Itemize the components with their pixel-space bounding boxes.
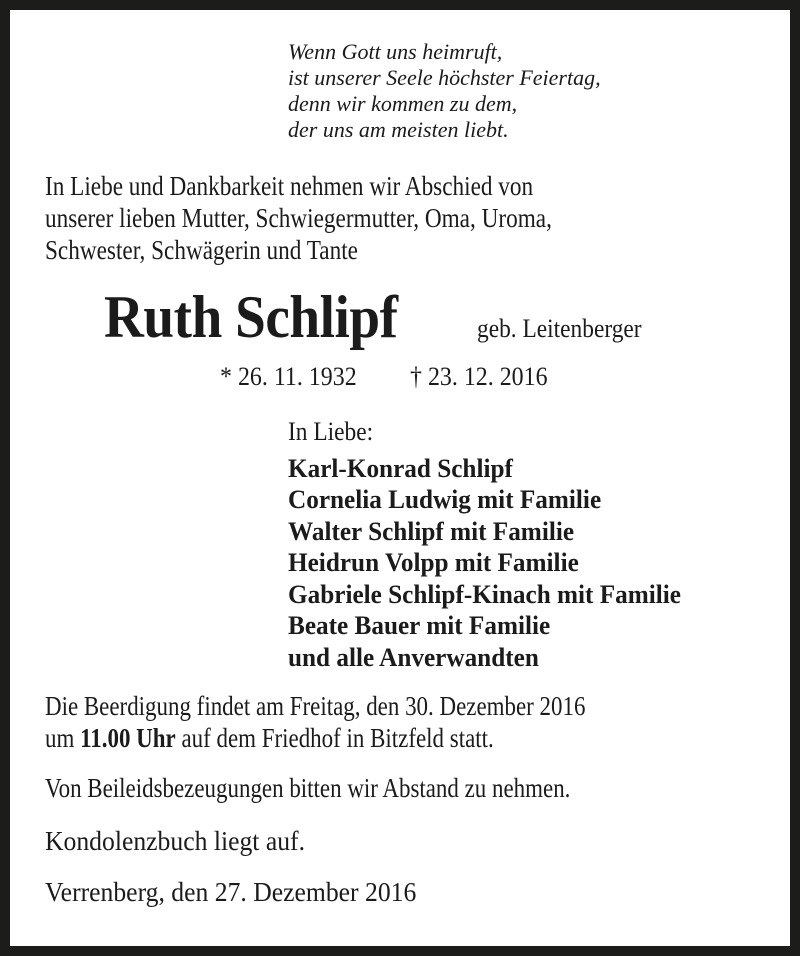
intro-line: Schwester, Schwägerin und Tante (45, 235, 358, 265)
mourner-name: Beate Bauer mit Familie (288, 611, 551, 640)
mourners-block (288, 416, 693, 673)
mourner-name: Heidrun Volpp mit Familie (288, 548, 579, 577)
death-date: † 23. 12. 2016 (410, 362, 548, 391)
mourner-name: Walter Schlipf mit Familie (288, 516, 575, 546)
funeral-time: 11.00 Uhr (80, 723, 176, 753)
deceased-name: Ruth Schlipf (104, 284, 398, 350)
funeral-prefix: um (45, 723, 81, 753)
funeral-line-2 (45, 722, 585, 754)
poem-line: der uns am meisten liebt. (288, 117, 509, 142)
poem (288, 39, 601, 143)
poem-line: Wenn Gott uns heimruft, (288, 39, 503, 64)
mourner-name: und alle Anverwandten (288, 642, 539, 672)
intro-line: In Liebe und Dankbarkeit nehmen wir Abschied von (45, 171, 534, 201)
mourner-name: Gabriele Schlipf-Kinach mit Familie (288, 579, 681, 609)
mourners-label: In Liebe: (288, 417, 374, 446)
birth-date: * 26. 11. 1932 (220, 362, 357, 391)
poem-line: ist unserer Seele höchster Feiertag, (288, 65, 601, 90)
poem-line: denn wir kommen zu dem, (288, 91, 518, 116)
intro-line: unserer lieben Mutter, Schwiegermutter, Oma, Uroma, (45, 203, 552, 233)
place-date: Verrenberg, den 27. Dezember 2016 (45, 877, 417, 907)
condolence-book: Kondolenzbuch liegt auf. (45, 826, 305, 856)
funeral-place: auf dem Friedhof in Bitzfeld statt. (175, 723, 494, 753)
intro-text (45, 170, 552, 266)
mourner-name: Cornelia Ludwig mit Familie (288, 485, 602, 514)
funeral-info (45, 690, 585, 754)
condolence-note: Von Beileidsbezeugungen bitten wir Abstand zu nehmen. (45, 773, 571, 803)
funeral-line-1: Die Beerdigung findet am Freitag, den 30. Dezember 2016 (45, 691, 586, 721)
maiden-name: geb. Leitenberger (477, 314, 642, 343)
mourner-name: Karl-Konrad Schlipf (288, 453, 513, 483)
